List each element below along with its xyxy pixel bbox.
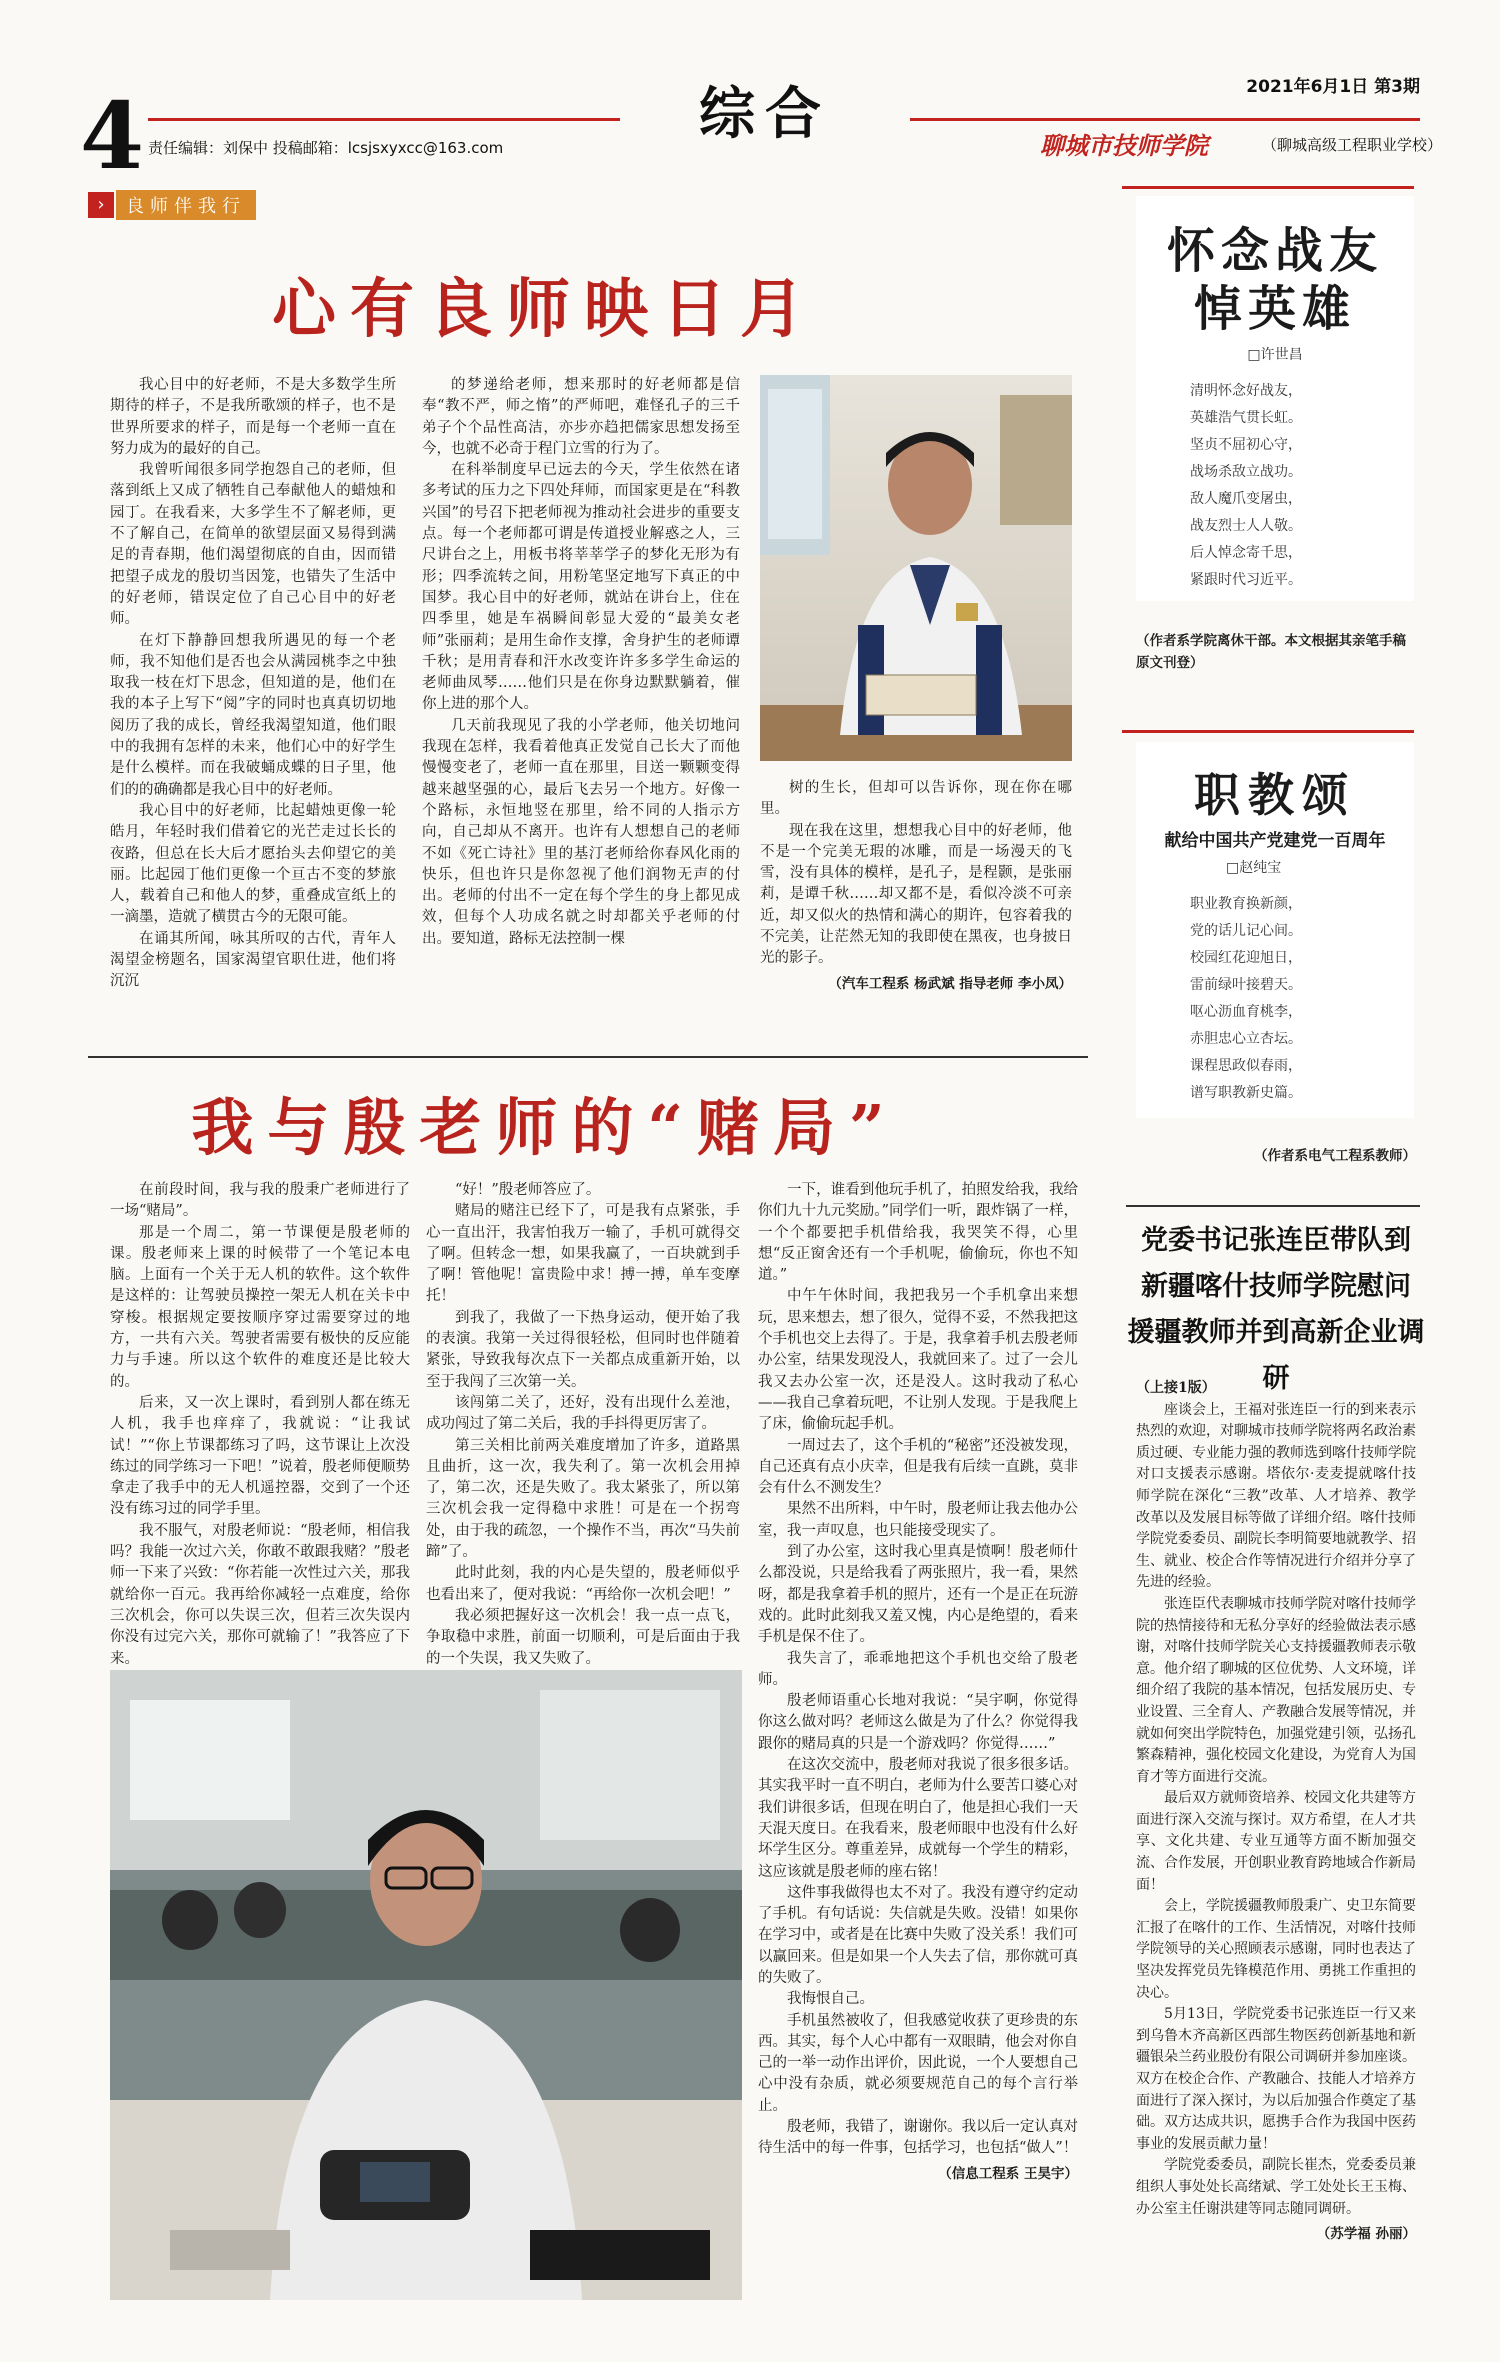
poem-line: 职业教育换新颜，: [1190, 896, 1302, 912]
paragraph: 现在我在这里，想想我心目中的好老师，他不是一个完美无瑕的冰雕，而是一场漫天的飞雪，没有具体的模样，是孔子，是程颢，是张丽莉，是谭千秋……却又都不是，看似冷淡不可亲近，却又似火的热情和满心的期许，包容着我的不完美，让茫然无知的我即使在黑夜，也身披日光的影子。: [760, 822, 1072, 967]
sidebar-rule-1: [1122, 186, 1414, 189]
school-logo: 聊城市技师学院: [1040, 131, 1208, 160]
poem2-title: 职教颂: [1194, 768, 1356, 822]
paragraph: 在前段时间，我与我的殷秉广老师进行了一场“赌局”。: [110, 1182, 410, 1220]
poem2-note: （作者系电气工程系教师）: [1254, 1148, 1416, 1164]
poem-line: 赤胆忠心立杏坛。: [1190, 1031, 1302, 1047]
paragraph: 在灯下静静回想我所遇见的每一个老师，我不知他们是否也会从满园桃李之中独取我一枝在灯下思念，但知道的是，他们在我的本子上写下“阅”字的同时也真真切切地阅历了我的成长，曾经我渴望知道，他们眼中的我拥有怎样的未来，他们心中的好学生是什么模样。而在我破蛹成蝶的日子里，他们的的确确都是我心目中的好老师。: [110, 632, 396, 798]
poem-line: 后人悼念寄千思，: [1190, 545, 1302, 561]
paragraph: 殷老师，我错了，谢谢你。我以后一定认真对待生活中的每一件事，包括学习，也包括“做人”！: [758, 2119, 1078, 2157]
news-lead: （上接1版）: [1136, 1380, 1216, 1396]
article1-column-3: [760, 778, 1072, 992]
article-divider: [88, 1056, 1088, 1058]
paragraph: 到我了，我做了一下热身运动，便开始了我的表演。我第一关过得很轻松，但同时也伴随着紧张，导致我每次点下一关都点成重新开始，以至于我闯了三次第一关。: [426, 1309, 740, 1390]
poem-line: 党委书记张连臣带队到: [1141, 1225, 1411, 1256]
paragraph: 一下，谁看到他玩手机了，拍照发给我，我给你们九十九元奖励。”同学们一听，跟炸锅了一样，一个个都要把手机借给我，我哭笑不得，心里想“反正窗舍还有一个手机呢，偷偷玩，你也不知道。”: [758, 1182, 1078, 1284]
classroom-drone-image: [110, 1670, 742, 2300]
paragraph: 在这次交流中，殷老师对我说了很多很多话。其实我平时一直不明白，老师为什么要苦口婆心对我们讲很多话，但现在明白了，他是担心我们一天天混天度日。在我看来，殷老师眼中也没有什么好坏学生区分。尊重差异，成就每一个学生的精彩，这应该就是殷老师的座右铭！: [758, 1757, 1078, 1880]
sidebar-rule-2: [1122, 730, 1414, 733]
paragraph: 的梦递给老师，想来那时的好老师都是信奉“教不严，师之惰”的严师吧，难怪孔子的三千弟子个个品性高洁，亦步亦趋把儒家思想发扬至今，也就不必奇于程门立雪的行为了。: [422, 377, 740, 457]
poem1-lines: [1190, 378, 1414, 594]
paragraph: 此时此刻，我的内心是失望的，殷老师似乎也看出来了，便对我说：“再给你一次机会吧！”: [426, 1565, 740, 1603]
paragraph: 在科举制度早已远去的今天，学生依然在诸多考试的压力之下四处拜师，而国家更是在“科教兴国”的号召下把老师视为推动社会进步的重要支点。每一个老师都可谓是传道授业解惑之人，三尺讲台之上，用板书将莘莘学子的梦化无形为有形；四季流转之间，用粉笔坚定地写下真正的中国梦。我心目中的好老师，就站在讲台上，住在四季里，她是车祸瞬间彰显大爱的“最美女老师”张丽莉；是用生命作支撑，舍身护生的老师谭千秋；是用青春和汗水改变许许多多学生命运的老师曲凤琴……他们只是在你身边默默躺着，催你上进的那个人。: [422, 462, 740, 713]
poem1-title-line1: 怀念战友: [1166, 223, 1383, 279]
paragraph: 一周过去了，这个手机的“秘密”还没被发现，自己还真有点小庆幸，但是我有后续一直跳，莫非会有什么不测发生？: [758, 1437, 1078, 1497]
paragraph: 会上，学院援疆教师殷秉广、史卫东简要汇报了在喀什的工作、生活情况，对喀什技师学院领导的关心照顾表示感谢，同时也表达了坚决发挥党员先锋模范作用、勇挑工作重担的决心。: [1136, 1898, 1416, 2001]
poem2-subtitle: 献给中国共产党建党一百周年: [1164, 831, 1386, 851]
poem-line: 呕心沥血育桃李，: [1190, 1004, 1302, 1020]
paragraph: 我悔恨自己。: [787, 1991, 874, 2008]
paragraph: 我不服气，对殷老师说：“殷老师，相信我吗？我能一次过六关，你敢不敢跟我赌？”殷老师一下来了兴致：“你若能一次性过六关，那我就给你一百元。我再给你减轻一点难度，给你三次机会，你可以失误三次，但若三次失误内你没有过完六关，那你可就输了！”我答应了下来。: [110, 1522, 410, 1667]
byline: （苏学福 孙丽）: [1316, 2226, 1416, 2243]
paragraph: 树的生长，但却可以告诉你，现在你在哪里。: [760, 780, 1072, 818]
paragraph: 最后双方就师资培养、校园文化共建等方面进行深入交流与探讨。双方希望，在人才共享、文化共建、专业互通等方面不断加强交流、合作发展，开创职业教育跨地域合作新局面！: [1136, 1790, 1416, 1893]
article2-column-3: [758, 1180, 1078, 2300]
paragraph: 张连臣代表聊城市技师学院对喀什技师学院的热情接待和无私分享好的经验做法表示感谢，对喀什技师学院关心支持援疆教师表示敬意。他介绍了聊城的区位优势、人文环境，详细介绍了我院的基本情况，包括发展历史、专业设置、三全育人、产教融合发展等情况，并就如何突出学院特色，加强党建引领，弘扬孔繁森精神，强化校园文化建设，为党育人为国育才等方面进行交流。: [1136, 1595, 1416, 1785]
article2-title: 我与殷老师的“赌局”: [191, 1091, 899, 1164]
paragraph: 我曾听闻很多同学抱怨自己的老师，但落到纸上又成了牺牲自己奉献他人的蜡烛和园丁。在我看来，大多学生不了解老师，更不了解自己，在简单的欲望层面又易得到满足的青春期，他们渴望彻底的自由，因而错把望子成龙的殷切当因笼，也错失了生活中的好老师，错误定位了自己心目中的好老师。: [110, 462, 396, 628]
paragraph: 中午午休时间，我把我另一个手机拿出来想玩，思来想去，想了很久，觉得不妥，不然我把这个手机也交上去得了。于是，我拿着手机去殷老师办公室，结果发现没人，我就回来了。过了一会儿我又去办公室一次，还是没人。这时我动了私心——我自己拿着玩吧，不让别人发现。于是我爬上了床，偷偷玩起手机。: [758, 1288, 1078, 1433]
chevron-right-icon: ›: [88, 192, 114, 218]
date-issue: 2021年6月1日 第3期: [1246, 77, 1420, 97]
paragraph: 赌局的赌注已经下了，可是我有点紧张，手心一直出汗，我害怕我万一输了，手机可就得交了啊。但转念一想，如果我赢了，一百块就到手了啊！管他呢！富贵险中求！搏一搏，单车变摩托！: [426, 1203, 740, 1305]
poem2-author: □赵纯宝: [1226, 860, 1282, 876]
column-tag: [88, 190, 256, 220]
article2-photo-drone: [110, 1670, 742, 2300]
paragraph: 到了办公室，这时我心里真是愤啊！殷老师什么都没说，只是给我看了两张照片，我一看，果然呀，都是我拿着手机的照片，还有一个是正在玩游戏的。此时此刻我又羞又愧，内心是绝望的，看来手机是保不住了。: [758, 1544, 1078, 1646]
poem-line: 坚贞不屈初心守，: [1190, 437, 1302, 453]
paragraph: “好！”殷老师答应了。: [455, 1182, 601, 1198]
poem-line: 援疆教师并到高新企业调研: [1127, 1317, 1425, 1394]
poem1-author: □许世昌: [1247, 347, 1303, 363]
article1-photo-student: [760, 375, 1072, 761]
paragraph: 我心目中的好老师，比起蜡烛更像一轮皓月，年轻时我们借着它的光芒走过长长的夜路，但总在长大后才愿抬头去仰望它的美丽。比起园丁他们更像一个亘古不变的梦旅人，载着自己和他人的梦，重叠成宣纸上的一滴墨，造就了横贯古今的无限可能。: [110, 802, 396, 926]
paragraph: 座谈会上，王福对张连臣一行的到来表示热烈的欢迎，对聊城市技师学院将两名政治素质过硬、专业能力强的教师选到喀什技师学院对口支援表示感谢。塔依尔·麦麦提就喀什技师学院在深化“三教”改革、人才培养、教学改革以及发展目标等做了详细介绍。喀什技师学院党委委员、副院长李明简要地就教学、招生、就业、校企合作等情况进行介绍并分享了先进的经验。: [1136, 1401, 1416, 1591]
school-subtitle: （聊城高级工程职业学校）: [1262, 136, 1443, 154]
section-title: 综合: [620, 80, 910, 150]
paragraph: 殷老师语重心长地对我说：“吴宇啊，你觉得你这么做对吗？老师这么做是为了什么？你觉得我跟你的赌局真的只是一个游戏吗？你觉得……”: [758, 1693, 1078, 1752]
student-portrait-image: [760, 375, 1072, 761]
poem-line: 课程思政似春雨，: [1190, 1058, 1302, 1074]
poem2-box: [1136, 742, 1414, 1118]
poem1-title-line2: 悼英雄: [1193, 281, 1356, 337]
article1-column-1: [110, 375, 396, 1095]
poem1-note: （作者系学院离休干部。本文根据其亲笔手稿原文刊登）: [1136, 633, 1406, 671]
poem-line: 战友烈士人人敬。: [1190, 518, 1302, 534]
poem-line: 战场杀敌立战功。: [1190, 464, 1302, 480]
byline: （信息工程系 王昊宇）: [938, 2165, 1078, 2182]
column-tag-label: 良师伴我行: [116, 190, 256, 220]
paragraph: 5月13日，学院党委书记张连臣一行又来到乌鲁木齐高新区西部生物医药创新基地和新疆银朵兰药业股份有限公司调研并参加座谈。双方在校企合作、产教融合、技能人才培养方面进行了深入探讨，为以后加强合作奠定了基础。双方达成共识，愿携手合作为我国中医药事业的发展贡献力量！: [1136, 2006, 1416, 2152]
sidebar-news-title: [1126, 1218, 1426, 1402]
poem-line: 党的话儿记心间。: [1190, 923, 1302, 939]
paragraph: 那是一个周二，第一节课便是殷老师的课。殷老师来上课的时候带了一个笔记本电脑。上面有一个关于无人机的软件。这个软件是这样的：让驾驶员操控一架无人机在关卡中穿梭。根据规定要按顺序穿过需要穿过的地方，一共有六关。驾驶者需要有极快的反应能力与手速。所以这个软件的难度还是比较大的。: [110, 1224, 410, 1390]
paragraph: 后来，又一次上课时，看到别人都在练无人机，我手也痒痒了，我就说：“让我试试！”“你上节课都练习了吗，这节课让上次没练过的同学练习一下吧！”说着，殷老师便顺势拿走了我手中的无人机遥控器，交到了一个还没有练习过的同学手里。: [110, 1394, 410, 1518]
article2-column-2: [426, 1180, 740, 1667]
editor-line: 责任编辑：刘保中 投稿邮箱：lcsjsxyxcc@163.com: [148, 139, 504, 157]
paragraph: 几天前我现见了我的小学老师，他关切地问我现在怎样，我看着他真正发觉自己长大了而他慢慢变老了，老师一直在那里，目送一颗颗变得越来越坚强的心，最后飞去另一个地方。好像一个路标，永恒地竖在那里，给不同的人指示方向，自己却从不离开。也许有人想想自己的老师不如《死亡诗社》里的基汀老师给你春风化雨的快乐，但也许只是你忽视了他们润物无声的付出。老师的付出不一定在每个学生的身上都见成效，但每个人功成名就之时却都关乎老师的付出。要知道，路标无法控制一棵: [422, 717, 740, 947]
paragraph: 该闯第二关了，还好，没有出现什么差池，成功闯过了第二关后，我的手抖得更厉害了。: [426, 1394, 740, 1433]
paragraph: 第三关相比前两关难度增加了许多，道路黑且曲折，这一次，我失利了。第一次机会用掉了，第二次，还是失败了。我太紧张了，所以第三次机会我一定得稳中求胜！可是在一个拐弯处，由于我的疏忽，一个操作不当，再次“马失前蹄”了。: [426, 1437, 740, 1561]
poem-line: 紧跟时代习近平。: [1190, 572, 1302, 588]
paragraph: 我必须把握好这一次机会！我一点一点飞，争取稳中求胜，前面一切顺利，可是后面由于我的一个失误，我又失败了。: [426, 1607, 740, 1667]
byline: （汽车工程系 杨武斌 指导老师 李小凤）: [828, 975, 1072, 992]
article2-column-1: [110, 1180, 410, 1667]
page-number: 4: [80, 82, 145, 190]
poem-line: 雷前绿叶接碧天。: [1190, 977, 1302, 993]
sidebar-news-body: [1136, 1378, 1416, 2298]
paragraph: 我失言了，乖乖地把这个手机也交给了殷老师。: [758, 1650, 1078, 1688]
poem-line: 清明怀念好战友，: [1190, 383, 1302, 399]
article1-title: 心有良师映日月: [272, 272, 818, 347]
poem2-lines: [1190, 891, 1414, 1107]
paragraph: 手机虽然被收了，但我感觉收获了更珍贵的东西。其实，每个人心中都有一双眼睛，他会对你自己的一举一动作出评价，因此说，一个人要想自己心中没有杂质，就必须要规范自己的每个言行举止。: [758, 2012, 1078, 2114]
article1-column-2: [422, 375, 740, 1095]
poem-line: 敌人魔爪变屠虫，: [1190, 491, 1302, 507]
poem-line: 校园红花迎旭日，: [1190, 950, 1302, 966]
paragraph: 学院党委委员，副院长崔杰，党委委员兼组织人事处处长高绪斌、学工处处长王玉梅、办公室主任谢洪建等同志随同调研。: [1136, 2157, 1416, 2217]
poem-line: 新疆喀什技师学院慰问: [1141, 1271, 1411, 1302]
paragraph: 果然不出所料，中午时，殷老师让我去他办公室，我一声叹息，也只能接受现实了。: [758, 1501, 1078, 1539]
poem-line: 谱写职教新史篇。: [1190, 1085, 1302, 1101]
poem1-box: [1136, 196, 1414, 601]
sidebar-news-divider: [1126, 1205, 1420, 1207]
paragraph: 这件事我做得也太不对了。我没有遵守约定动了手机。有句话说：失信就是失败。没错！如果你在学习中，或者是在比赛中失败了没关系！我们可以赢回来。但是如果一个人失去了信，那你就可真的失败了。: [758, 1884, 1078, 1986]
poem-line: 英雄浩气贯长虹。: [1190, 410, 1302, 426]
paragraph: 我心目中的好老师，不是大多数学生所期待的样子，不是我所歌颂的样子，也不是世界所要求的样子，而是每一个老师一直在努力成为的最好的自己。: [110, 377, 396, 457]
paragraph: 在诵其所闻，咏其所叹的古代，青年人渴望金榜题名，国家渴望官职仕进，他们将沉沉: [110, 930, 396, 990]
